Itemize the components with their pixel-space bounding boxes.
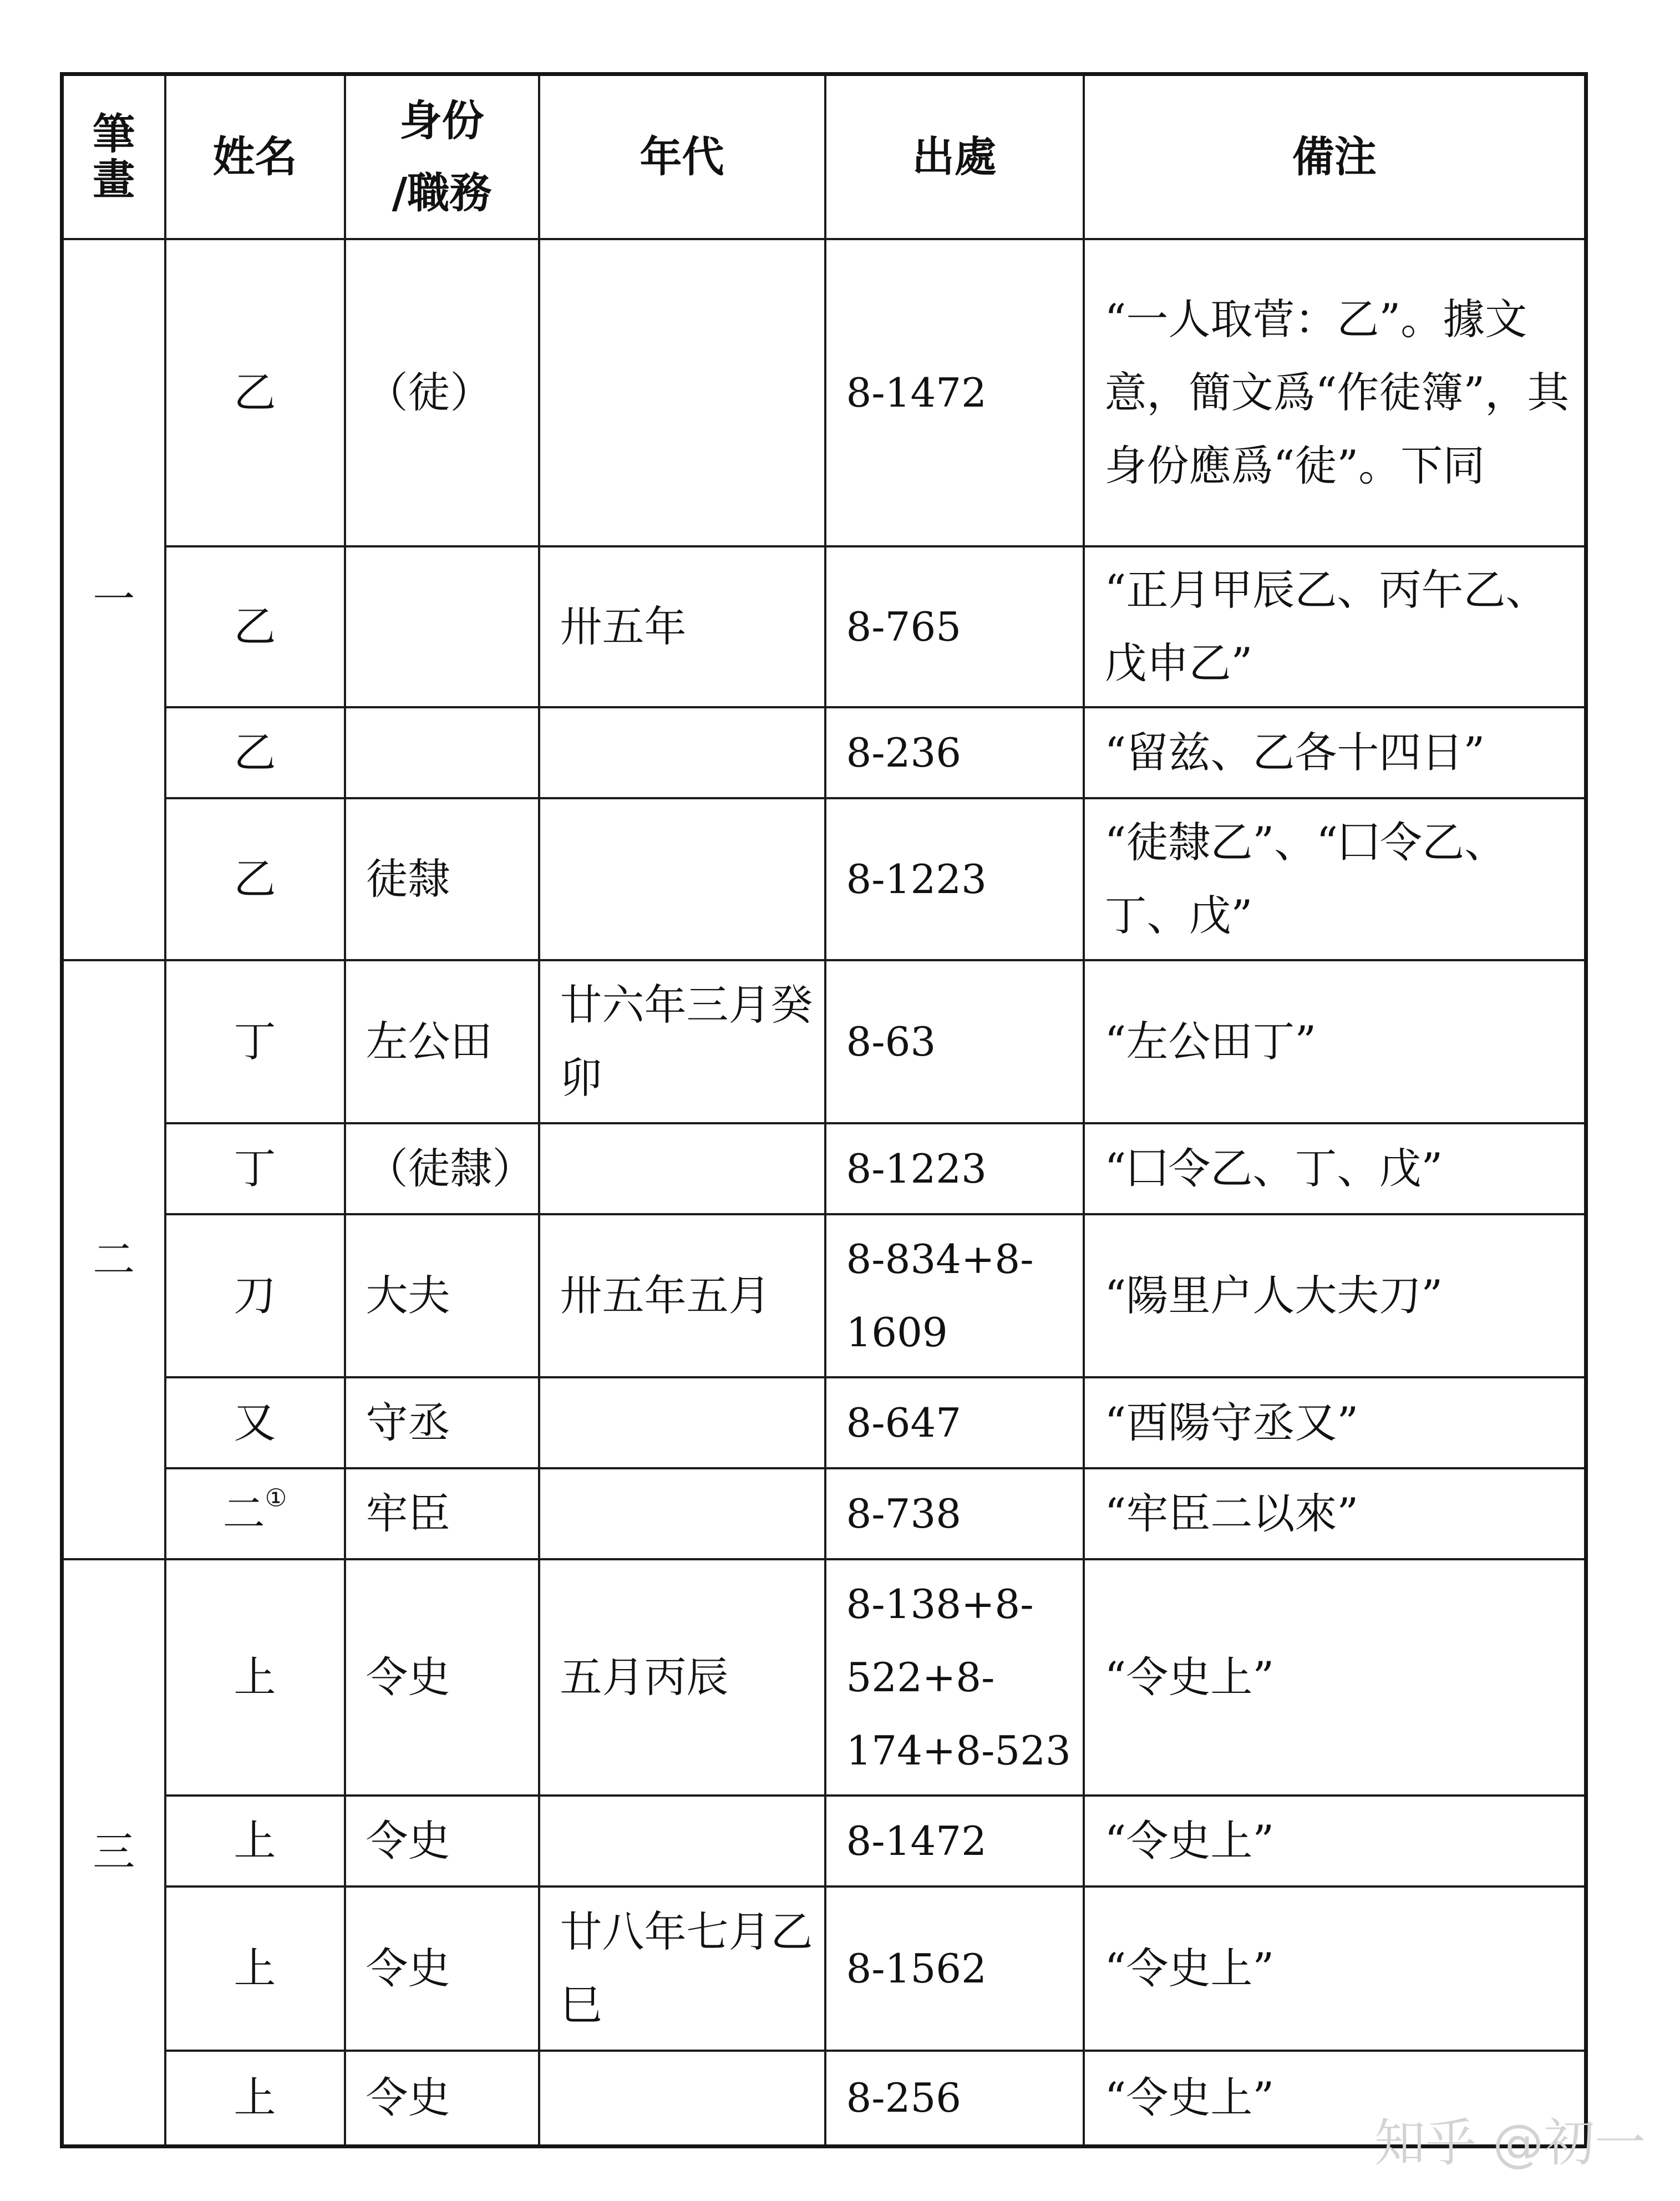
name-cell (165, 798, 345, 960)
table-row (62, 707, 1586, 798)
note-cell: “牢臣二以來” (1084, 1468, 1586, 1559)
era-cell (539, 1468, 825, 1559)
note-cell: “酉陽守丞又” (1084, 1377, 1586, 1468)
name-text: 上 (234, 1816, 276, 1865)
name-cell (165, 546, 345, 707)
name-text: 上 (234, 2073, 276, 2123)
source-line: 8-1472 (846, 369, 987, 416)
source-line: 8-834+8- (846, 1236, 1034, 1282)
source-line: 8-765 (846, 604, 962, 650)
header-stroke-count (62, 74, 165, 240)
note-cell: “令史上” (1084, 1796, 1586, 1886)
table-row (62, 960, 1586, 1123)
name-index-table (60, 72, 1588, 2148)
role-cell: 令史 (345, 1796, 539, 1886)
source-line: 1609 (846, 1309, 948, 1356)
note-cell: “留兹、乙各十四日” (1084, 707, 1586, 798)
name-text: 乙 (234, 854, 276, 904)
name-text: 刀 (234, 1271, 276, 1320)
note-cell: “令史上” (1084, 1559, 1586, 1796)
source-cell (825, 1123, 1084, 1214)
source-line: 8-236 (846, 729, 962, 776)
role-cell: 守丞 (345, 1377, 539, 1468)
note-cell: “左公田丁” (1084, 960, 1586, 1123)
note-cell: “正月甲辰乙、丙午乙、戊申乙” (1084, 546, 1586, 707)
source-cell (825, 1559, 1084, 1796)
header-row (62, 74, 1586, 240)
source-line: 8-63 (846, 1018, 936, 1065)
header-stroke-line2: 畫 (93, 155, 135, 204)
table-row (62, 1886, 1586, 2051)
name-cell (165, 2051, 345, 2146)
footnote-marker: ① (265, 1484, 287, 1513)
name-text: 上 (234, 1944, 276, 1993)
source-cell (825, 546, 1084, 707)
era-cell (539, 1123, 825, 1214)
source-cell (825, 798, 1084, 960)
era-cell: 廿六年三月癸卯 (539, 960, 825, 1123)
name-cell (165, 1214, 345, 1377)
name-text: 二 (222, 1489, 265, 1538)
role-cell (345, 546, 539, 707)
watermark: 知乎 @初一 (1374, 2113, 1646, 2173)
source-cell (825, 2051, 1084, 2146)
name-text: 乙 (234, 728, 276, 777)
source-cell (825, 960, 1084, 1123)
header-name: 姓名 (165, 74, 345, 240)
era-cell: 五月丙辰 (539, 1559, 825, 1796)
note-cell: “囗令乙、丁、戊” (1084, 1123, 1586, 1214)
source-line: 522+8- (846, 1654, 995, 1701)
note-cell: “徒隸乙”、“囗令乙、丁、戊” (1084, 798, 1586, 960)
name-cell (165, 1468, 345, 1559)
source-line: 8-138+8- (846, 1581, 1034, 1627)
table-row (62, 798, 1586, 960)
header-note: 備注 (1084, 74, 1586, 240)
source-line: 8-1223 (846, 1145, 987, 1192)
role-cell: 牢臣 (345, 1468, 539, 1559)
header-source: 出處 (825, 74, 1084, 240)
role-cell: 大夫 (345, 1214, 539, 1377)
era-cell (539, 239, 825, 546)
name-text: 丁 (234, 1144, 276, 1193)
name-text: 上 (234, 1652, 276, 1702)
table-row (62, 1796, 1586, 1886)
header-era: 年代 (539, 74, 825, 240)
stroke-count-cell: 一 (62, 239, 165, 960)
era-cell: 廿八年七月乙巳 (539, 1886, 825, 2051)
stroke-count-cell: 三 (62, 1559, 165, 2146)
table-body (62, 239, 1586, 2146)
role-cell (345, 707, 539, 798)
name-text: 乙 (234, 368, 276, 417)
source-line: 8-738 (846, 1490, 962, 1537)
table-row (62, 1377, 1586, 1468)
source-line: 8-647 (846, 1399, 962, 1446)
note-cell: “令史上” (1084, 1886, 1586, 2051)
source-cell (825, 1796, 1084, 1886)
era-cell: 卅五年五月 (539, 1214, 825, 1377)
name-cell (165, 1886, 345, 2051)
role-cell: 令史 (345, 2051, 539, 2146)
source-cell (825, 1468, 1084, 1559)
role-cell: （徒） (345, 239, 539, 546)
table-row (62, 1468, 1586, 1559)
role-cell: 令史 (345, 1886, 539, 2051)
source-cell (825, 1886, 1084, 2051)
era-cell (539, 2051, 825, 2146)
role-cell: 令史 (345, 1559, 539, 1796)
note-cell: “陽里户人大夫刀” (1084, 1214, 1586, 1377)
table-row (62, 546, 1586, 707)
source-line: 8-1223 (846, 856, 987, 902)
name-cell (165, 1377, 345, 1468)
source-line: 8-256 (846, 2075, 962, 2122)
name-cell (165, 960, 345, 1123)
table-row (62, 1559, 1586, 1796)
table-row (62, 1123, 1586, 1214)
role-cell: 徒隸 (345, 798, 539, 960)
era-cell (539, 707, 825, 798)
name-cell (165, 1123, 345, 1214)
era-cell (539, 1796, 825, 1886)
era-cell: 卅五年 (539, 546, 825, 707)
source-cell (825, 707, 1084, 798)
name-cell (165, 1796, 345, 1886)
name-cell (165, 239, 345, 546)
source-line: 8-1562 (846, 1945, 987, 1992)
table-row (62, 239, 1586, 546)
note-cell: “令史上” (1084, 2051, 1586, 2146)
name-cell (165, 707, 345, 798)
name-text: 又 (234, 1398, 276, 1447)
name-text: 丁 (234, 1017, 276, 1066)
source-line: 174+8-523 (846, 1727, 1071, 1774)
source-line: 8-1472 (846, 1818, 987, 1864)
header-stroke-line1: 筆 (93, 109, 135, 159)
name-text: 乙 (234, 602, 276, 651)
stroke-count-cell: 二 (62, 960, 165, 1559)
source-cell (825, 239, 1084, 546)
header-role-line2: /職務 (392, 168, 492, 217)
name-cell (165, 1559, 345, 1796)
era-cell (539, 798, 825, 960)
table-row (62, 2051, 1586, 2146)
source-cell (825, 1214, 1084, 1377)
table-row (62, 1214, 1586, 1377)
era-cell (539, 1377, 825, 1468)
header-role (345, 74, 539, 240)
source-cell (825, 1377, 1084, 1468)
role-cell: 左公田 (345, 960, 539, 1123)
note-cell: “一人取菅：乙”。據文意，簡文爲“作徒簿”，其身份應爲“徒”。下同 (1084, 239, 1586, 546)
role-cell: （徒隸） (345, 1123, 539, 1214)
header-role-line1: 身份 (399, 96, 484, 145)
